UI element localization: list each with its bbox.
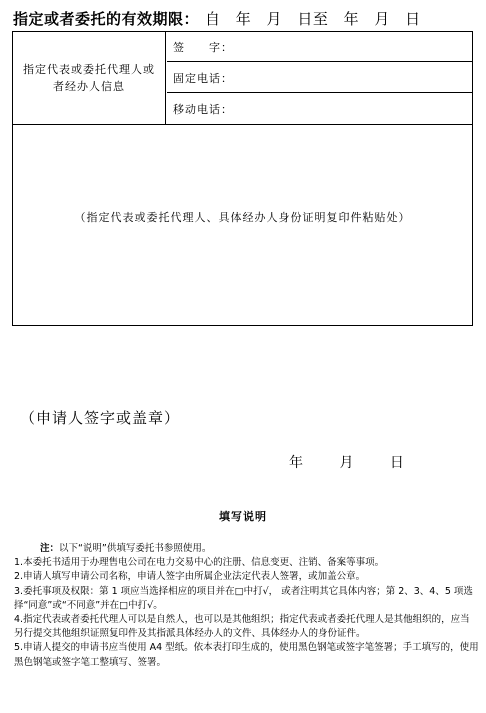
mobile-label: 移动电话： [173, 103, 233, 116]
applicant-signature-label: （申请人签字或盖章） [20, 409, 181, 427]
instruction-item: 4.指定代表或者委托代理人可以是自然人，也可以是其他组织；指定代表或者委托代理人是其他组织的，应当另行提交其他组织证照复印件及其指派具体经办人的文件、具体经办人的身份证件。 [14, 614, 470, 640]
instruction-item: 2.申请人填写申请公司名称，申请人签字由所属企业法定代表人签署，或加盖公章。 [14, 571, 366, 583]
validity-dates: 自 年 月 日至 年 月 日 [205, 10, 421, 28]
note-label: 注： [40, 543, 60, 554]
id-copy-instruction: （指定代表或委托代理人、具体经办人身份证明复印件粘贴处） [74, 211, 411, 224]
applicant-date: 年 月 日 [289, 455, 404, 471]
mobile-field[interactable] [167, 94, 472, 124]
signature-field[interactable] [167, 32, 472, 62]
instruction-item: 3.委托事项及权限：第 1 项应当选择相应的项目并在□中打√， 或者注明其它具体内容；第 2、3、4、5 项选择“同意”或“不同意”并在□中打√。 [14, 585, 473, 611]
agent-info-table [12, 31, 473, 125]
instruction-item: 5.申请人提交的申请书应当使用 A4 型纸。依本表打印生成的，使用黑色钢笔或签字笔签署；手工填写的，使用黑色钢笔或签字笔工整填写、签署。 [14, 642, 479, 668]
agent-info-label: 指定代表或委托代理人或者经办人信息 [13, 32, 166, 124]
landline-field[interactable] [167, 63, 472, 93]
instruction-item: 1.本委托书适用于办理售电公司在电力交易中心的注册、信息变更、注销、备案等事项。 [14, 557, 385, 569]
id-copy-paste-area [12, 124, 473, 326]
validity-label: 指定或者委托的有效期限： [13, 10, 200, 28]
instructions-list [14, 542, 479, 670]
instructions-title: 填写说明 [219, 510, 267, 523]
landline-label: 固定电话： [173, 71, 233, 85]
signature-label: 签 字： [173, 40, 233, 54]
validity-period [13, 8, 421, 29]
note-text: 以下“说明”供填写委托书参照使用。 [59, 543, 212, 554]
instructions-note [14, 542, 479, 556]
